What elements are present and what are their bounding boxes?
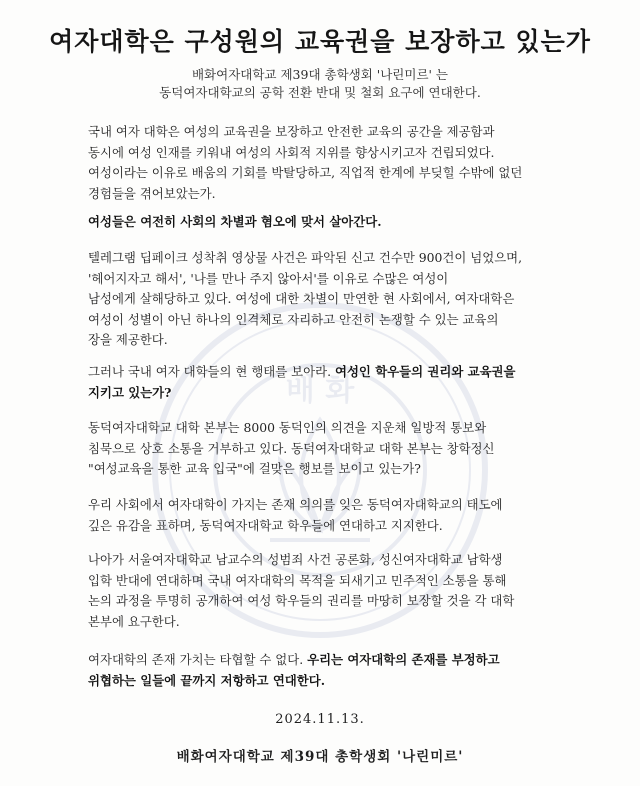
text-line: 침묵으로 상호 소통을 거부하고 있다. 동덕여자대학교 대학 본부는 창학정신 xyxy=(88,440,495,456)
text-line: 장을 제공한다. xyxy=(88,332,168,347)
text-line xyxy=(88,650,588,671)
subtitle-line: 배화여자대학교 제39대 총학생회 '나린미르' 는 xyxy=(191,67,449,82)
paragraph-solidarity xyxy=(88,495,588,536)
text-line: 동시에 여성 인재를 키워내 여성의 사회적 지위를 향상시키고자 건립되었다. xyxy=(88,144,495,160)
text-emphasis: 우리는 여자대학의 존재를 부정하고 xyxy=(307,652,500,667)
text-line: 동덕여자대학교 대학 본부는 8000 동덕인의 의견을 지운채 일방적 통보와 xyxy=(88,420,487,435)
text-line: '헤어지자고 해서', '나를 만나 주지 않아서'를 이유로 수많은 여성이 xyxy=(88,270,449,286)
text-plain: 그러나 국내 여자 대학들의 현 행태를 보아라. xyxy=(88,364,335,379)
text-line xyxy=(88,362,588,383)
paragraph-intro xyxy=(88,122,588,204)
text-emphasis: 여성인 학우들의 권리와 교육권을 xyxy=(334,364,516,379)
subtitle-line: 동덕여자대학교의 공학 전환 반대 및 철회 요구에 연대한다. xyxy=(159,85,481,100)
text-line: "여성교육을 통한 교육 입국"에 걸맞은 행보를 보이고 있는가? xyxy=(88,461,421,476)
text-line: 여성이라는 이유로 배움의 기회를 박탈당하고, 직업적 한계에 부딪힐 수밖에 없던 xyxy=(88,165,523,180)
text-line: 남성에게 살해당하고 있다. 여성에 대한 차별이 만연한 현 사회에서, 여자대학은 xyxy=(88,291,515,306)
document-date: 2024.11.13. xyxy=(275,712,365,727)
text-line: 깊은 유감을 표하며, 동덕여자대학교 학우들에 연대하고 지지한다. xyxy=(88,517,443,533)
text-line: 국내 여자 대학은 여성의 교육권을 보장하고 안전한 교육의 공간을 제공함과 xyxy=(88,124,495,139)
document-title: 여자대학은 구성원의 교육권을 보장하고 있는가 xyxy=(49,27,591,56)
text-line: 텔레그램 딥페이크 성착취 영상물 사건은 파악된 신고 건수만 900건이 넘었으며, xyxy=(88,250,523,265)
text-line: 여성이 성별이 아닌 하나의 인격체로 자리하고 안전히 논쟁할 수 있는 교육의 xyxy=(88,311,499,327)
paragraph-deepfake xyxy=(88,248,588,351)
paragraph-heading-discrimination xyxy=(88,212,588,233)
text-line: 우리 사회에서 여자대학이 가지는 존재 의의를 잊은 동덕여자대학교의 태도에 xyxy=(88,497,503,512)
paragraph-question xyxy=(88,362,588,403)
text-line: 지키고 있는가? xyxy=(88,384,172,400)
text-line: 논의 과정을 투명히 공개하여 여성 학우들의 권리를 마땅히 보장할 것을 각 대학 xyxy=(88,593,515,608)
text-line: 입학 반대에 연대하며 국내 여자대학의 목적을 되새기고 민주적인 소통을 통해 xyxy=(88,572,507,588)
text-line: 본부에 요구한다. xyxy=(88,613,180,629)
text-plain: 여자대학의 존재 가치는 타협할 수 없다. xyxy=(88,652,308,667)
paragraph-demands xyxy=(88,550,588,632)
document-signature: 배화여자대학교 제39대 총학생회 '나린미르' xyxy=(176,749,464,765)
text-line: 경험들을 겪어보았는가. xyxy=(88,185,216,201)
paragraph-conclusion xyxy=(88,650,588,691)
text-line: 여성들은 여전히 사회의 차별과 혐오에 맞서 살아간다. xyxy=(88,214,382,229)
seal-logo-text: 배 화 xyxy=(285,373,355,408)
document-subtitle xyxy=(0,66,640,102)
text-line: 나아가 서울여자대학교 남교수의 성범죄 사건 공론화, 성신여자대학교 남학생 xyxy=(88,552,503,567)
text-line: 위협하는 일들에 끝까지 저항하고 연대한다. xyxy=(88,672,326,688)
paragraph-dongduk xyxy=(88,418,588,480)
